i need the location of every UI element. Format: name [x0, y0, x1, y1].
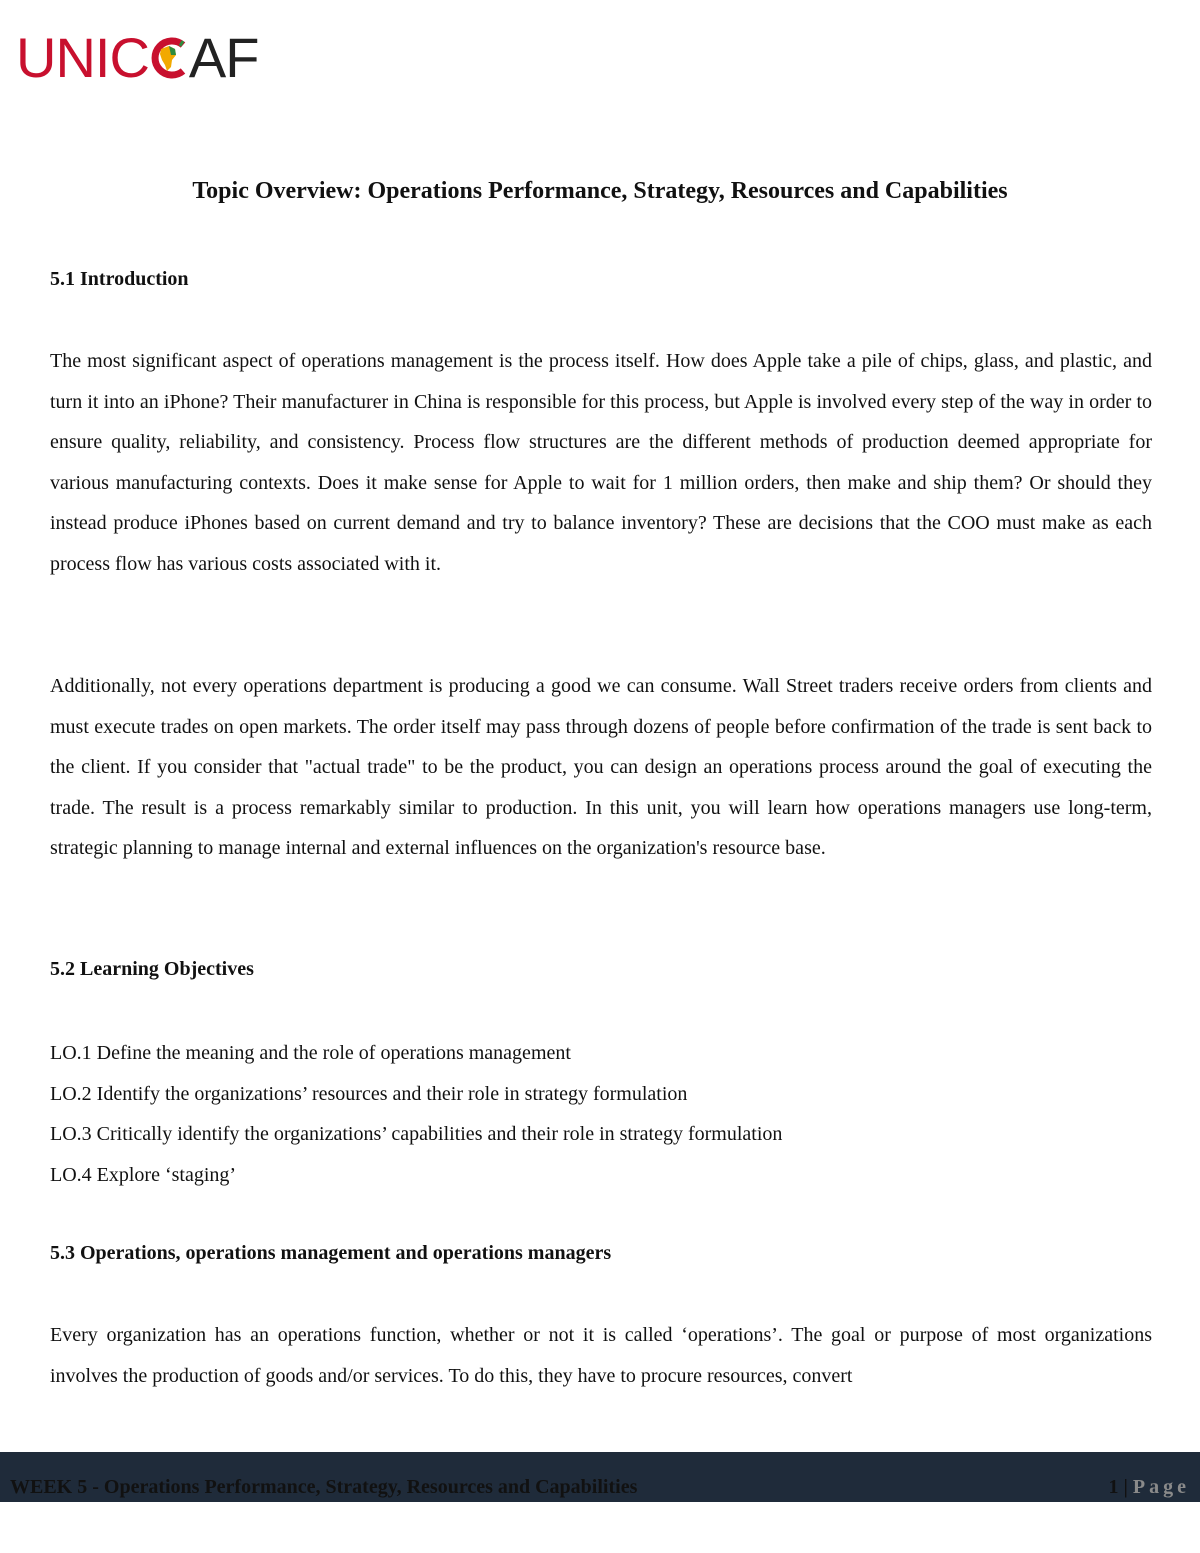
- page-number-value: 1: [1108, 1476, 1119, 1498]
- learning-objective-item: LO.1 Define the meaning and the role of operations management: [50, 1042, 571, 1064]
- africa-globe-icon: [149, 33, 189, 83]
- logo-text-prefix: UNIC: [16, 26, 149, 89]
- section-heading-introduction: 5.1 Introduction: [50, 268, 189, 290]
- footer-week-title: WEEK 5 - Operations Performance, Strategy, Resources and Capabilities: [10, 1476, 638, 1498]
- learning-objective-item: LO.4 Explore ‘staging’: [50, 1163, 237, 1186]
- intro-paragraph-2: Additionally, not every operations department is producing a good we can consume. Wall Street traders receive orders from clients and must execute trades on open markets. The order itself may pass through dozens of people before confirmation of the trade is sent back to the client. If you consider that "actual trade" to be the product, you can design an operations process around the goal of executing the trade. The result is a process remarkably similar to production. In this unit, you will learn how operations managers use long-term, strategic planning to manage internal and external influences on the organization's resource base.: [50, 675, 1152, 860]
- operations-paragraph-1: Every organization has an operations function, whether or not it is called ‘operations’. The goal or purpose of most organizations involves the production of goods and/or services. To do this, they have to procure resources, convert: [50, 1324, 1152, 1387]
- page-number: [1109, 1476, 1191, 1499]
- learning-objective-item: LO.3 Critically identify the organizations’ capabilities and their role in strategy formulation: [50, 1123, 783, 1146]
- section-heading-learning-objectives: 5.2 Learning Objectives: [50, 958, 254, 980]
- page-label: Page: [1132, 1476, 1190, 1498]
- document-title: Topic Overview: Operations Performance, Strategy, Resources and Capabilities: [192, 178, 1008, 204]
- learning-objective-item: LO.2 Identify the organizations’ resources and their role in strategy formulation: [50, 1082, 688, 1105]
- intro-paragraph-1: The most significant aspect of operations management is the process itself. How does Apple take a pile of chips, glass, and plastic, and turn it into an iPhone? Their manufacturer in China is responsible for this process, but Apple is involved every step of the way in order to ensure quality, reliability, and consistency. Process flow structures are the different methods of production deemed appropriate for various manufacturing contexts. Does it make sense for Apple to wait for 1 million orders, then make and ship them? Or should they instead produce iPhones based on current demand and try to balance inventory? These are decisions that the COO must make as each process flow has various costs associated with it.: [50, 350, 1152, 575]
- logo-text-suffix: AF: [188, 26, 259, 89]
- section-heading-operations: 5.3 Operations, operations management and operations managers: [50, 1242, 612, 1264]
- learning-objectives-list: [50, 1033, 782, 1195]
- page-number-separator: |: [1123, 1476, 1128, 1498]
- unicaf-logo: [16, 26, 259, 89]
